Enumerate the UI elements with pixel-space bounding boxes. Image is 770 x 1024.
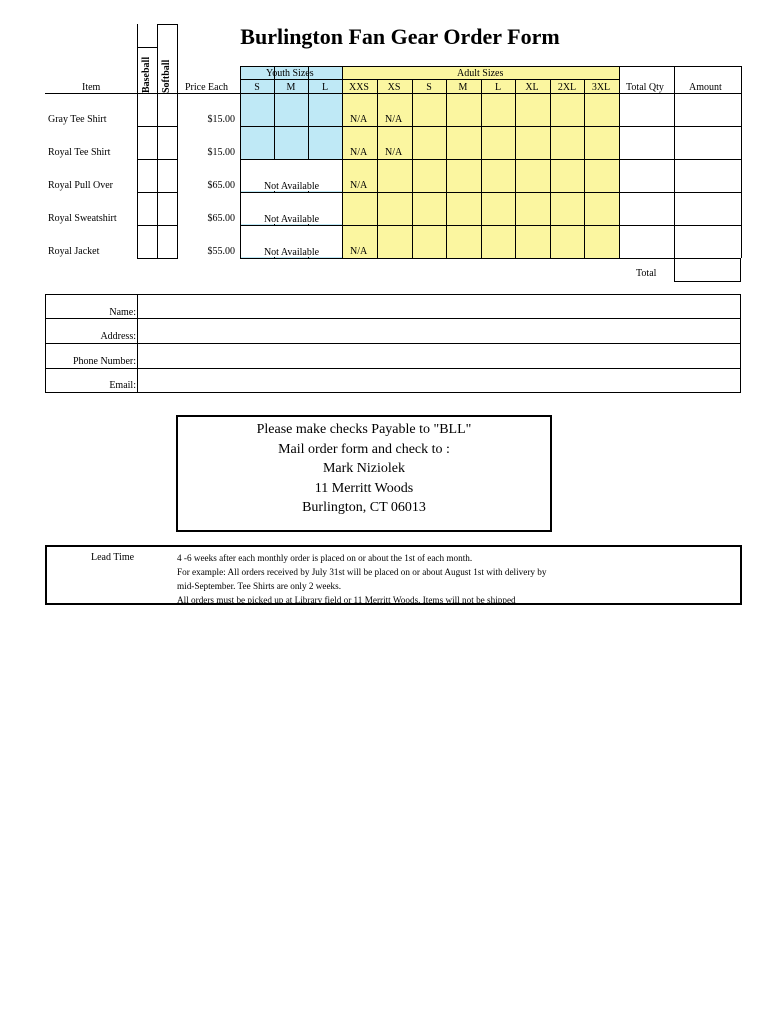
mail-line-payable: Please make checks Payable to "BLL" xyxy=(256,422,472,437)
qty-field[interactable] xyxy=(620,226,674,258)
lead-line-3: mid-September. Tee Shirts are only 2 weeks. xyxy=(177,581,342,591)
amount-field[interactable] xyxy=(675,94,741,126)
amount-field[interactable] xyxy=(675,160,741,192)
adult-size-header-xxs: XXS xyxy=(348,82,369,93)
phone-label: Phone Number: xyxy=(72,356,136,367)
grid-line xyxy=(481,79,482,258)
form-title: Burlington Fan Gear Order Form xyxy=(240,24,560,49)
name-label: Name: xyxy=(109,307,136,318)
softball-header: Softball xyxy=(161,59,172,93)
grid-line xyxy=(515,79,516,258)
grid-line xyxy=(446,79,447,258)
mail-instructions-box xyxy=(176,415,552,532)
adult-size-header-s: S xyxy=(426,82,432,93)
softball-checkbox[interactable] xyxy=(158,193,177,225)
item-name: Gray Tee Shirt xyxy=(48,114,107,125)
baseball-checkbox[interactable] xyxy=(138,160,157,192)
mail-line-city: Burlington, CT 06013 xyxy=(302,500,426,515)
item-header: Item xyxy=(82,82,101,93)
adult-sizes-header: Adult Sizes xyxy=(457,68,504,79)
email-field[interactable] xyxy=(138,369,740,392)
grid-line xyxy=(240,79,619,80)
youth-sizes-header: Youth Sizes xyxy=(266,68,314,79)
grid-line xyxy=(741,66,742,258)
grid-line xyxy=(240,66,619,67)
address-field[interactable] xyxy=(138,319,740,343)
grid-line xyxy=(177,24,178,258)
lead-time-label: Lead Time xyxy=(91,552,135,563)
name-field[interactable] xyxy=(138,295,740,318)
mail-line-name: Mark Niziolek xyxy=(322,461,406,476)
softball-checkbox[interactable] xyxy=(158,94,177,126)
grid-line xyxy=(137,47,157,48)
mail-line-mail-to: Mail order form and check to : xyxy=(278,441,450,457)
xs-cell: N/A xyxy=(385,147,403,158)
item-name: Royal Jacket xyxy=(48,246,100,257)
baseball-checkbox[interactable] xyxy=(138,193,157,225)
adult-size-header-l: L xyxy=(494,82,502,93)
baseball-header: Baseball xyxy=(141,56,152,93)
xxs-cell: N/A xyxy=(350,180,368,191)
baseball-checkbox[interactable] xyxy=(138,127,157,159)
xxs-cell: N/A xyxy=(350,246,368,257)
amount-field[interactable] xyxy=(675,193,741,225)
total-qty-header: Total Qty xyxy=(626,82,664,93)
grid-line xyxy=(342,66,343,258)
qty-field[interactable] xyxy=(620,127,674,159)
qty-field[interactable] xyxy=(620,193,674,225)
total-amount-field[interactable] xyxy=(674,258,741,282)
lead-line-1: 4 -6 weeks after each monthly order is placed on or about the 1st of each month. xyxy=(177,553,473,563)
grid-line xyxy=(412,79,413,258)
youth-not-available: Not Available xyxy=(241,226,342,257)
adult-size-header-m: M xyxy=(458,82,468,93)
grid-line xyxy=(619,66,741,67)
qty-field[interactable] xyxy=(620,160,674,192)
amount-header: Amount xyxy=(689,82,722,93)
price-each-header: Price Each xyxy=(185,82,229,93)
adult-size-header-3xl: 3XL xyxy=(591,82,611,93)
youth-not-available: Not Available xyxy=(241,193,342,224)
softball-checkbox[interactable] xyxy=(158,127,177,159)
youth-size-header-l: L xyxy=(321,82,329,93)
grid-line xyxy=(240,93,619,94)
adult-size-header-xs: XS xyxy=(387,82,401,93)
amount-field[interactable] xyxy=(675,226,741,258)
baseball-checkbox[interactable] xyxy=(138,226,157,258)
qty-field[interactable] xyxy=(620,94,674,126)
softball-checkbox[interactable] xyxy=(158,160,177,192)
softball-checkbox[interactable] xyxy=(158,226,177,258)
adult-size-header-2xl: 2XL xyxy=(557,82,577,93)
adult-size-header-xl: XL xyxy=(525,82,539,93)
youth-size-header-m: M xyxy=(286,82,296,93)
youth-size-header-s: S xyxy=(254,82,260,93)
xs-cell: N/A xyxy=(385,114,403,125)
address-label: Address: xyxy=(100,331,136,342)
grid-line xyxy=(240,126,619,127)
item-name: Royal Tee Shirt xyxy=(48,147,111,158)
xxs-cell: N/A xyxy=(350,114,368,125)
xxs-cell: N/A xyxy=(350,147,368,158)
item-price: $15.00 xyxy=(207,114,235,125)
item-name: Royal Pull Over xyxy=(48,180,113,191)
lead-time-text xyxy=(177,551,546,607)
grid-line xyxy=(377,79,378,258)
lead-line-2: For example: All orders received by July 31st will be placed on or about August 1st with delivery by xyxy=(177,567,547,577)
grid-line xyxy=(137,258,178,259)
item-price: $65.00 xyxy=(207,180,235,191)
item-price: $65.00 xyxy=(207,213,235,224)
item-name: Royal Sweatshirt xyxy=(48,213,117,224)
grid-line xyxy=(550,79,551,258)
grid-line xyxy=(240,258,619,259)
amount-field[interactable] xyxy=(675,127,741,159)
lead-time-box xyxy=(45,545,742,605)
phone-field[interactable] xyxy=(138,344,740,368)
item-price: $15.00 xyxy=(207,147,235,158)
total-label: Total xyxy=(636,268,657,279)
baseball-checkbox[interactable] xyxy=(138,94,157,126)
grid-line xyxy=(584,79,585,258)
grid-line xyxy=(157,24,178,25)
youth-not-available: Not Available xyxy=(241,160,342,191)
item-price: $55.00 xyxy=(207,246,235,257)
email-label: Email: xyxy=(109,380,136,391)
lead-line-4: All orders must be picked up at Library field or 11 Merritt Woods. Items will not be shipped xyxy=(177,595,516,605)
mail-line-street: 11 Merritt Woods xyxy=(314,480,414,496)
